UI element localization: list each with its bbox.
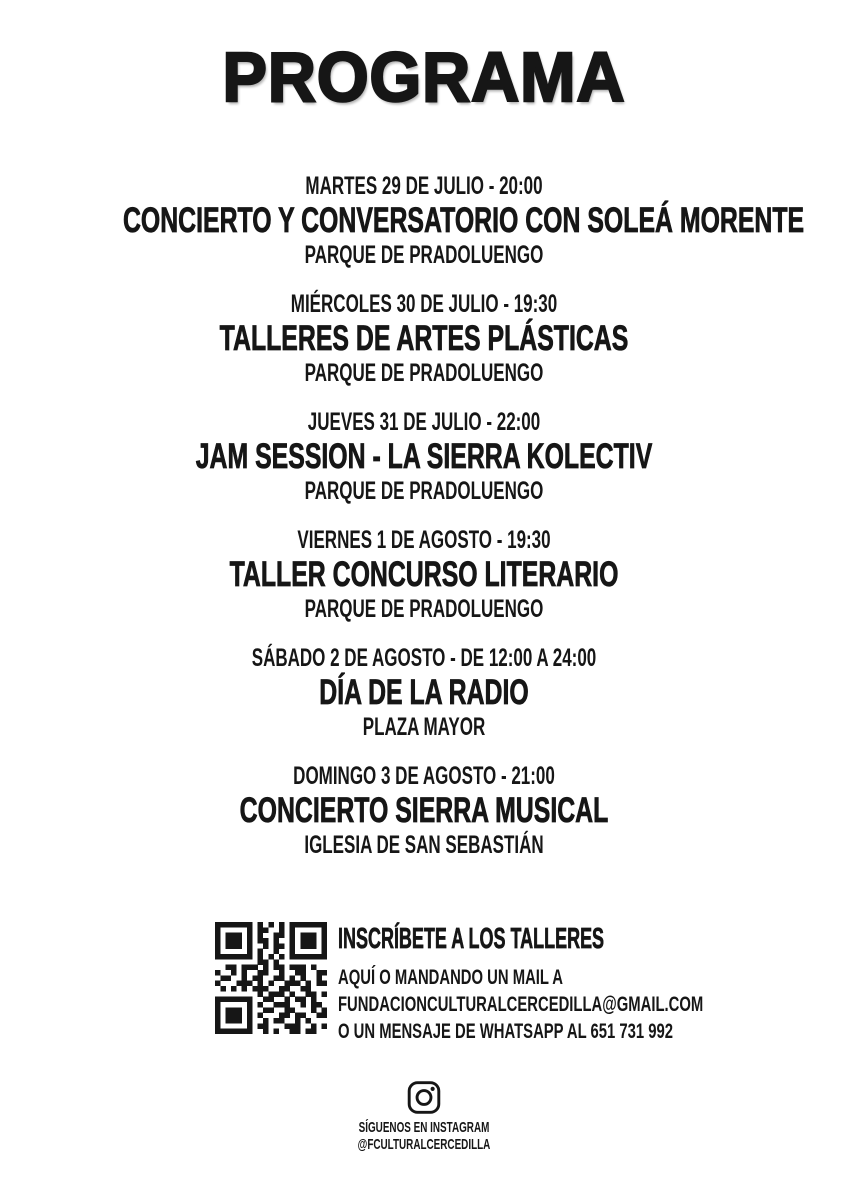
signup-line-intro: AQUÍ O MANDANDO UN MAIL A xyxy=(338,965,563,989)
event-block xyxy=(0,173,848,269)
event-date: JUEVES 31 DE JULIO - 22:00 xyxy=(307,408,541,436)
poster-title: PROGRAMA xyxy=(222,38,626,116)
event-venue: PARQUE DE PRADOLUENGO xyxy=(304,595,544,623)
event-title: CONCIERTO Y CONVERSATORIO CON SOLEÁ MORENTE xyxy=(122,201,805,240)
event-date: VIERNES 1 DE AGOSTO - 19:30 xyxy=(297,526,551,554)
event-venue: PLAZA MAYOR xyxy=(362,713,486,741)
event-date: DOMINGO 3 DE AGOSTO - 21:00 xyxy=(293,762,555,790)
signup-line-email: FUNDACIONCULTURALCERCEDILLA@GMAIL.COM xyxy=(338,992,704,1016)
event-block xyxy=(0,527,848,623)
qr-code-icon xyxy=(215,922,327,1034)
event-block xyxy=(0,291,848,387)
signup-heading: INSCRÍBETE A LOS TALLERES xyxy=(338,923,605,955)
event-venue: PARQUE DE PRADOLUENGO xyxy=(304,241,544,269)
event-date: SÁBADO 2 DE AGOSTO - DE 12:00 A 24:00 xyxy=(251,644,597,672)
event-title: TALLER CONCURSO LITERARIO xyxy=(229,555,619,594)
event-block xyxy=(0,645,848,741)
event-venue: PARQUE DE PRADOLUENGO xyxy=(304,477,544,505)
social-line-instagram: SÍGUENOS EN INSTAGRAM xyxy=(358,1119,490,1136)
event-title: DÍA DE LA RADIO xyxy=(319,673,529,712)
event-block xyxy=(0,409,848,505)
event-title: TALLERES DE ARTES PLÁSTICAS xyxy=(219,319,629,358)
event-date: MARTES 29 DE JULIO - 20:00 xyxy=(305,172,543,200)
signup-line-whatsapp: O UN MENSAJE DE WHATSAPP AL 651 731 992 xyxy=(338,1019,674,1043)
event-block xyxy=(0,763,848,859)
signup-section xyxy=(338,923,848,1045)
event-venue: PARQUE DE PRADOLUENGO xyxy=(304,359,544,387)
event-title: JAM SESSION - LA SIERRA KOLECTIV xyxy=(195,437,653,476)
social-section xyxy=(0,1119,848,1153)
event-date: MIÉRCOLES 30 DE JULIO - 19:30 xyxy=(290,290,558,318)
events-list xyxy=(0,173,848,881)
instagram-icon xyxy=(406,1079,443,1116)
event-venue: IGLESIA DE SAN SEBASTIÁN xyxy=(304,831,544,859)
event-title: CONCIERTO SIERRA MUSICAL xyxy=(239,791,609,830)
social-handle: @FCULTURALCERCEDILLA xyxy=(357,1136,491,1153)
